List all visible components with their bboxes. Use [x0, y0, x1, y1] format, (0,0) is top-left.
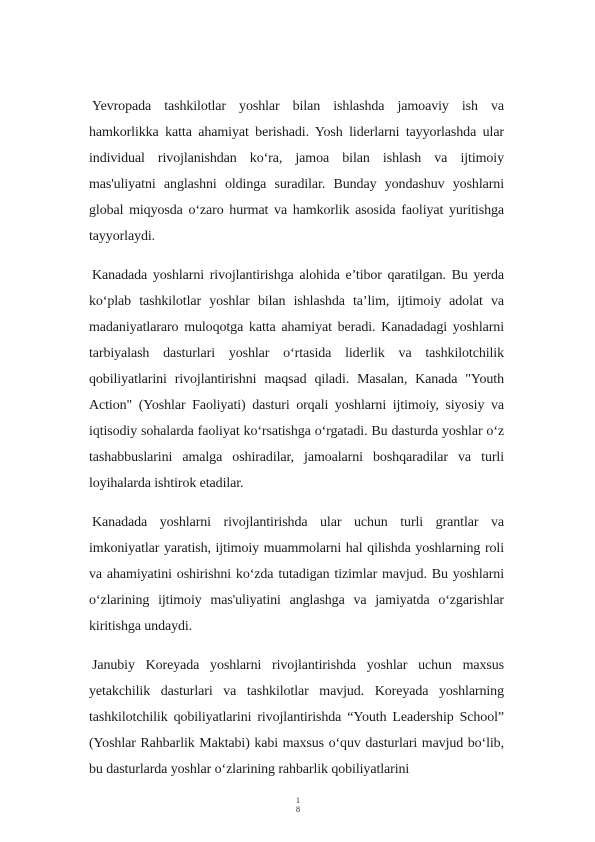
page-body	[89, 94, 504, 783]
page-number-digit-2: 8	[296, 805, 300, 814]
paragraph-south-korea: Janubiy Koreyada yoshlarni rivojlantirishda yoshlar uchun maxsus yetakchilik dasturlari va tashkilotlar mavjud. Koreyada yoshlarning tashkilotchilik qobiliyatlarini rivojlantirishda “Youth Leadership School” (Yoshlar Rahbarlik Maktabi) kabi maxsus o‘quv dasturlari mavjud bo‘lib, bu dasturlarda yoshlar o‘zlarining rahbarlik qobiliyatlarini	[89, 658, 504, 777]
page-number	[292, 796, 304, 814]
paragraph-canada-organizations: Kanadada yoshlarni rivojlantirishga alohida e’tibor qaratilgan. Bu yerda ko‘plab tashkilotlar yoshlar bilan ishlashda ta’lim, ijtimoiy adolat va madaniyatlararo muloqotga katta ahamiyat beradi. Kanadadagi yoshlarni tarbiyalash dasturlari yoshlar o‘rtasida liderlik va tashkilotchilik qobiliyatlarini rivojlantirishni maqsad qiladi. Masalan, Kanada "Youth Action" (Yoshlar Faoliyati) dasturi orqali yoshlarni ijtimoiy, siyosiy va iqtisodiy sohalarda faoliyat ko‘rsatishga o‘rgatadi. Bu dasturda yoshlar o‘z tashabbuslarini amalga oshiradilar, jamoalarni boshqaradilar va turli loyihalarda ishtirok etadilar.	[89, 268, 504, 491]
paragraph-canada-grants: Kanadada yoshlarni rivojlantirishda ular uchun turli grantlar va imkoniyatlar yaratish, ijtimoiy muammolarni hal qilishda yoshlarning roli va ahamiyatini oshirishni ko‘zda tutadigan tizimlar mavjud. Bu yoshlarni o‘zlarining ijtimoiy mas'uliyatini anglashga va jamiyatda o‘zgarishlar kiritishga undaydi.	[89, 515, 504, 634]
paragraph-europe: Yevropada tashkilotlar yoshlar bilan ishlashda jamoaviy ish va hamkorlikka katta ahamiyat berishadi. Yosh liderlarni tayyorlashda ular individual rivojlanishdan ko‘ra, jamoa bilan ishlash va ijtimoiy mas'uliyatni anglashni oldinga suradilar. Bunday yondashuv yoshlarni global miqyosda o‘zaro hurmat va hamkorlik asosida faoliyat yuritishga tayyorlaydi.	[89, 99, 504, 244]
page-number-digit-1: 1	[296, 796, 300, 805]
